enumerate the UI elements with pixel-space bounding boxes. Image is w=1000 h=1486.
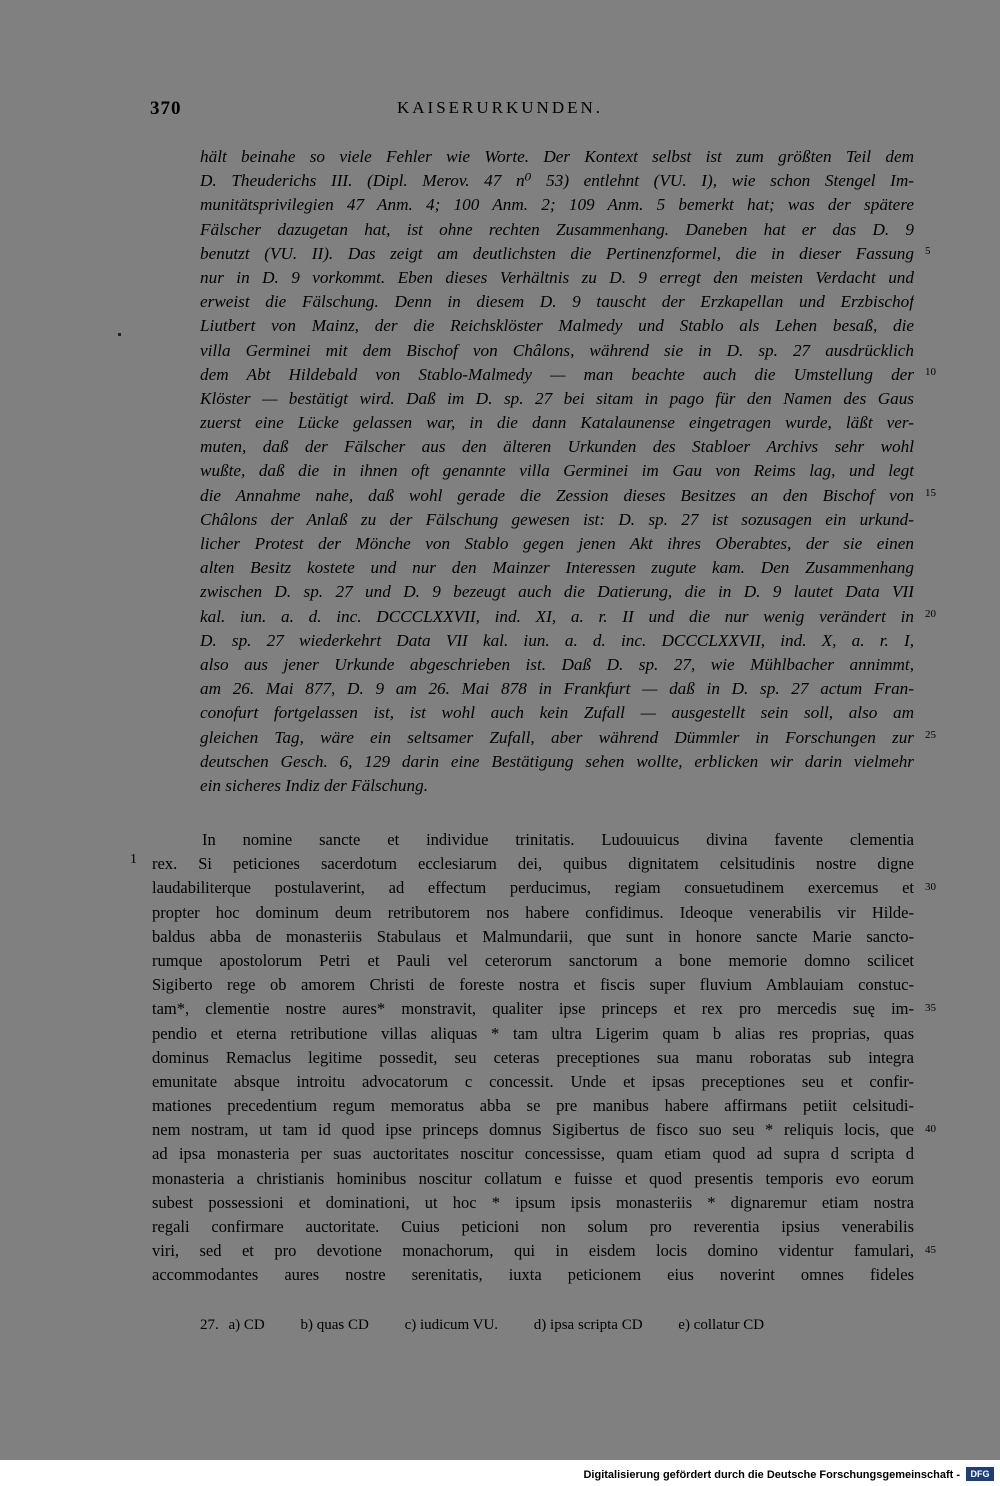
commentary-line: gleichen Tag, wäre ein seltsamer Zufall, aber während Dümmler in Forschungen zur	[200, 727, 914, 747]
commentary-line: muten, daß der Fälscher aus den älteren Urkunden des Stabloer Archivs sehr wohl	[200, 437, 914, 457]
footnote: a) CD	[228, 1317, 265, 1333]
document-line: Sigiberto rege ob amorem Christi de foreste nostra et fiscis super fluvium Amblauiam constuc-	[152, 975, 914, 995]
document-line: tam*, clementie nostre aures* monstravit, qualiter ipse princeps et rex pro mercedis suę im-	[152, 999, 914, 1019]
line-number: 30	[925, 881, 936, 893]
document-line: dominus Remaclus legitime possedit, seu ceteras preceptiones sua manu roboratas sub integra	[152, 1047, 914, 1067]
commentary-line: conofurt fortgelassen ist, ist wohl auch kein Zufall — ausgestellt sein soll, also am	[200, 703, 914, 723]
document-line: regali confirmare auctoritate. Cuius peticioni non solum pro reverentia ipsius venerabilis	[152, 1217, 914, 1236]
commentary-line: munitätsprivilegien 47 Anm. 4; 100 Anm. 2; 109 Anm. 5 bemerkt hat; was der spätere	[200, 195, 914, 215]
commentary-line: Liutbert von Mainz, der die Reichsklöster Malmedy und Stablo als Lehen besaß, die	[200, 316, 914, 336]
document-line: viri, sed et pro devotione monachorum, qui in eisdem locis domino videntur famulari,	[152, 1241, 914, 1261]
margin-dot	[118, 333, 121, 336]
commentary-line: zwischen D. sp. 27 und D. 9 bezeugt auch die Datierung, die in D. 9 lautet Data VII	[200, 582, 914, 602]
commentary-line: wußte, daß die in ihnen oft genannte villa Germinei im Gau von Reims lag, und legt	[200, 461, 914, 481]
commentary-line: alten Besitz kostete und nur den Mainzer Interessen zugute kam. Den Zusammenhang	[200, 558, 914, 578]
document-line: nem nostram, ut tam id quod ipse princeps domnus Sigibertus de fisco suo seu * reliquis locis, que	[152, 1120, 914, 1140]
document-line: accommodantes aures nostre serenitatis, iuxta peticionem eius noverint omnes fideles	[152, 1265, 914, 1285]
commentary-line: nur in D. 9 vorkommt. Eben dieses Verhältnis zu D. 9 erregt den meisten Verdacht und	[200, 267, 914, 287]
commentary-line: die Annahme nahe, daß wohl gerade die Zession dieses Besitzes an den Bischof von	[200, 485, 914, 505]
document-line: baldus abba de monasteriis Stabulaus et Malmundarii, que sunt in honore sancte Marie sancto-	[152, 926, 914, 946]
document-line: monasteria a christianis hominibus noscitur collatum e fuisse et quod presentis temporis evo eorum	[152, 1168, 914, 1188]
line-number: 25	[925, 729, 936, 741]
document-left-number: 1	[130, 852, 137, 867]
document-line: In nomine sancte et individue trinitatis. Ludouuicus divina favente clementia	[202, 830, 914, 849]
document-line: pendio et eterna retributione villas aliquas * tam ultra Ligerim quam b alias res proprias, quas	[152, 1023, 914, 1043]
document-line: propter hoc dominum deum retributorem nos habere confidimus. Ideoque venerabilis vir Hilde-	[152, 902, 914, 922]
footnote: b) quas CD	[300, 1317, 369, 1333]
running-head: KAISERURKUNDEN.	[396, 98, 604, 117]
document-text-block	[152, 828, 914, 1288]
commentary-line: D. sp. 27 wiederkehrt Data VII kal. iun. a. d. inc. DCCCLXXVII, ind. X, a. r. I,	[200, 630, 914, 650]
commentary-line: D. Theuderichs III. (Dipl. Merov. 47 n⁰ 53) entlehnt (VU. I), wie schon Stengel Im-	[200, 171, 914, 191]
line-number: 5	[925, 245, 931, 257]
commentary-line: villa Germinei mit dem Bischof von Châlons, während sie in D. sp. 27 ausdrücklich	[200, 340, 914, 360]
commentary-line: Châlons der Anlaß zu der Fälschung gewesen ist: D. sp. 27 ist sozusagen ein urkund-	[200, 509, 914, 529]
commentary-line: kal. iun. a. d. inc. DCCCLXXVII, ind. XI, a. r. II und die nur wenig verändert in	[200, 606, 914, 626]
document-line: laudabiliterque postulaverint, ad effectum perducimus, regiam consuetudinem exercemus et	[152, 878, 914, 898]
commentary-line: Fälscher dazugetan hat, ist ohne rechten Zusammenhang. Daneben hat er das D. 9	[200, 219, 914, 239]
document-line: rumque apostolorum Petri et Pauli vel ceterorum sanctorum a bone memorie domno scilicet	[152, 950, 914, 970]
line-number: 15	[925, 487, 936, 499]
commentary-line: zuerst eine Lücke gelassen war, in die dann Katalaunense eingetragen wurde, läßt ver-	[200, 413, 914, 433]
commentary-line: also aus jener Urkunde abgeschrieben ist. Daß D. sp. 27, wie Mühlbacher annimmt,	[200, 654, 914, 674]
document-line: mationes precedentium regum memoratus abba se pre manibus habere affirmans petiit celsitudi-	[152, 1096, 914, 1116]
commentary-line: licher Protest der Mönche von Stablo gegen jenen Akt ihres Oberabtes, der sie einen	[200, 534, 914, 553]
commentary-line: dem Abt Hildebald von Stablo-Malmedy — man beachte auch die Umstellung der	[200, 364, 914, 384]
footnote-number: 27.	[200, 1317, 219, 1333]
commentary-line: ein sicheres Indiz der Fälschung.	[200, 775, 429, 795]
dfg-logo-icon: DFG	[966, 1467, 994, 1481]
commentary-line: hält beinahe so viele Fehler wie Worte. Der Kontext selbst ist zum größten Teil dem	[200, 147, 914, 166]
commentary-block	[200, 145, 914, 798]
footnote: c) iudicum VU.	[404, 1317, 499, 1333]
commentary-line: erweist die Fälschung. Denn in diesem D. 9 tauscht der Erzkapellan und Erzbischof	[200, 292, 914, 312]
commentary-line: Klöster — bestätigt wird. Daß im D. sp. 27 bei sitam in pago für den Namen des Gaus	[200, 388, 914, 408]
commentary-line: deutschen Gesch. 6, 129 darin eine Bestätigung sehen wollte, erblicken wir darin vielmehr	[200, 751, 914, 771]
funding-credit: Digitalisierung gefördert durch die Deutsche Forschungsgemeinschaft -	[583, 1469, 960, 1481]
document-line: emunitate absque introitu advocatorum c concessit. Unde et ipsas preceptiones seu et confir-	[152, 1071, 914, 1091]
line-number: 20	[925, 608, 936, 620]
line-number: 35	[925, 1002, 936, 1014]
footnote: d) ipsa scripta CD	[533, 1317, 643, 1333]
footnote: e) collatur CD	[678, 1317, 765, 1333]
page-number: 370	[150, 98, 182, 119]
line-number: 45	[925, 1244, 936, 1256]
document-line: ad ipsa monasteria per suas auctoritates noscitur concessisse, quam etiam quod ad supra d scripta d	[152, 1144, 914, 1164]
footnotes	[200, 1317, 796, 1334]
line-number: 40	[925, 1123, 936, 1135]
line-number: 10	[925, 366, 936, 378]
commentary-line: benutzt (VU. II). Das zeigt am deutlichsten die Pertinenzformel, die in dieser Fassung	[200, 243, 914, 263]
document-line: subest possessioni et dominationi, ut hoc * ipsum ipsis monasteriis * dignaremur etiam nostra	[152, 1192, 914, 1212]
commentary-line: am 26. Mai 877, D. 9 am 26. Mai 878 in Frankfurt — daß in D. sp. 27 actum Fran-	[200, 679, 914, 699]
document-line: rex. Si peticiones sacerdotum ecclesiarum dei, quibus dignitatem celsitudinis nostre digne	[152, 854, 914, 874]
